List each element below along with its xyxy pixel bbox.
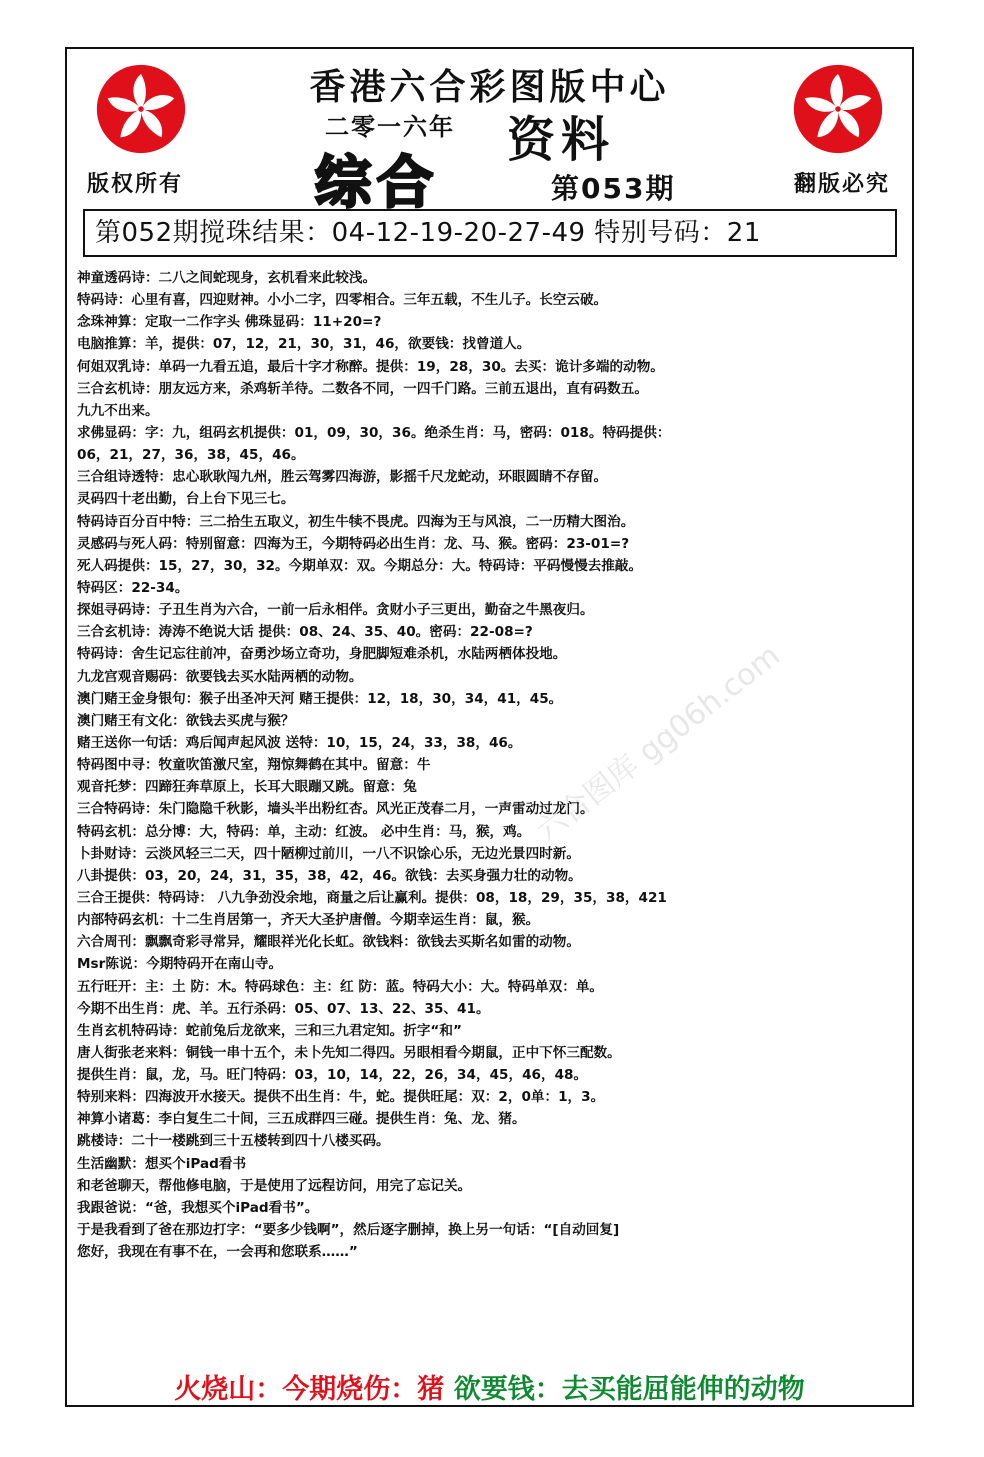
content-line: 澳门赌王有文化：欲钱去买虎与猴？ <box>77 712 295 729</box>
content-line: 特码诗：心里有喜，四迎财神。小小二字，四零相合。三年五载，不生儿子。长空云破。 <box>77 292 608 309</box>
content-line: 三合王提供：特码诗： 八九争劲没余地，商量之后让赢利。提供：08，18，29，35，38，421 <box>77 889 667 906</box>
footer-money-tip: 欲要钱：去买能屈能伸的动物 <box>453 1374 805 1405</box>
document-frame <box>65 47 914 1407</box>
content-line: 探姐寻码诗：子丑生肖为六合，一前一后永相伴。贪财小子三更出，勤奋之牛黑夜归。 <box>77 602 594 619</box>
content-line: 于是我看到了爸在那边打字：“要多少钱啊”，然后逐字删掉，换上另一句话：“[自动回复] <box>77 1222 620 1239</box>
watermark: 六合图库 gg06h.com <box>530 638 787 850</box>
content-lines <box>77 267 907 1263</box>
content-line: 提供生肖：鼠，龙，马。旺门特码：03，10，14，22，26，34，45，46，48。 <box>77 1067 588 1084</box>
content-line: 特别来料：四海波开水接天。提供不出生肖：牛，蛇。提供旺尾：双：2，0单：1，3。 <box>77 1089 605 1106</box>
content-line: 您好，我现在有事不在，一会再和您联系……” <box>77 1244 358 1261</box>
content-line: 三合特码诗：朱门隐隐千秋影，墙头半出粉红杏。风光正茂春二月，一声雷动过龙门。 <box>77 801 594 818</box>
content-line: 特码图中寻：牧童吹笛激尺室，翔惊舞鹤在其中。留意：牛 <box>77 757 431 774</box>
content-line: Msr陈说：今期特码开在南山寺。 <box>77 956 283 973</box>
content-line: 五行旺开：主：土 防：木。特码球色：主：红 防：蓝。特码大小：大。特码单双：单。 <box>77 978 604 995</box>
content-line: 三合玄机诗：朋友远方来，杀鸡斩羊待。二数各不同，一四千门路。三前五退出，直有码数五。 <box>77 380 648 397</box>
content-line: 特码玄机：总分博：大，特码：单，主动：红波。 必中生肖：马，猴，鸡。 <box>77 823 531 840</box>
content-line: 特码诗百分百中特：三二拾生五取义，初生牛犊不畏虎。四海为王与风浪，二一历精大图治。 <box>77 513 635 530</box>
content-line: 唐人街张老来料：铜钱一串十五个，未卜先知二得四。另眼相看今期鼠，正中下怀三配数。 <box>77 1044 621 1061</box>
ziliao-label: 资料 <box>507 112 616 168</box>
page-title: 香港六合彩图版中心 <box>309 66 670 108</box>
zonghe-label: 综合 <box>315 150 439 216</box>
content-line: 何姐双乳诗：单码一九看五追，最后十字才称醉。提供：19，28，30。去买：诡计多端的动物。 <box>77 358 664 375</box>
content-line: 我跟爸说：“爸，我想买个iPad看书”。 <box>77 1199 319 1216</box>
draw-results-box: 第052期搅珠结果：04-12-19-20-27-49 特别号码：21 <box>83 209 897 257</box>
content-line: 电脑推算：羊，提供：07，12，21，30，31，46，欲要钱：找曾道人。 <box>77 336 531 353</box>
issue-number: 第053期 <box>551 172 676 205</box>
content-line: 今期不出生肖：虎、羊。五行杀码：05、07、13、22、35、41。 <box>77 1000 490 1017</box>
content-line: 神算小诸葛：李白复生二十间，三五成群四三碰。提供生肖：兔、龙、猪。 <box>77 1111 526 1128</box>
content-line: 和老爸聊天，帮他修电脑，于是使用了远程访问，用完了忘记关。 <box>77 1177 472 1194</box>
content-line: 澳门赌王金身银句：猴子出圣冲天河 赌王提供：12，18，30，34，41，45。 <box>77 690 563 707</box>
content-line: 灵感码与死人码：特别留意：四海为王，今期特码必出生肖：龙、马、猴。密码：23-01=? <box>77 535 630 552</box>
footer-fire-mountain: 火烧山：今期烧伤：猪 <box>174 1374 445 1405</box>
content-line: 观音托梦：四蹄狂奔草原上，长耳大眼蹦又跳。留意：兔 <box>77 779 417 796</box>
content-line: 九龙宫观音赐码：欲要钱去买水陆两栖的动物。 <box>77 668 363 685</box>
content-line: 灵码四十老出勤，台上台下见三七。 <box>77 491 295 508</box>
content-line: 三合玄机诗：涛涛不绝说大话 提供：08、24、35、40。密码：22-08=? <box>77 624 533 641</box>
content-line: 特码区：22-34。 <box>77 579 189 596</box>
content-line: 06，21，27，36，38，45，46。 <box>77 447 305 464</box>
content-line: 生肖玄机特码诗：蛇前兔后龙欲来，三和三九君定知。折字“和” <box>77 1022 462 1039</box>
content-line: 念珠神算：定取一二作字头 佛珠显码：11+20=? <box>77 314 382 331</box>
content-line: 特码诗：舍生记忘往前冲，奋勇沙场立奇功，身肥脚短难杀机，水陆两栖体投地。 <box>77 646 567 663</box>
copyright-label: 版权所有 <box>87 172 184 197</box>
content-line: 神童透码诗：二八之间蛇现身，玄机看来此较浅。 <box>77 270 377 286</box>
content-line: 三合组诗透特：忠心耿耿闯九州，胜云驾雾四海游，影摇千尺龙蛇动，环眼圆睛不存留。 <box>77 469 608 486</box>
content-line: 九九不出来。 <box>77 402 159 419</box>
content-line: 死人码提供：15，27，30，32。今期单双：双。今期总分：大。特码诗：平码慢慢去推敲。 <box>77 557 643 574</box>
content-line: 六合周刊：飘飘奇彩寻常异，耀眼祥光化长虹。欲钱料：欲钱去买斯名如雷的动物。 <box>77 934 580 951</box>
year-label: 二零一六年 <box>325 113 455 141</box>
content-line: 赌王送你一句话：鸡后闻声起风波 送特：10，15，24，33，38，46。 <box>77 734 522 751</box>
content-line: 求佛显码：字：九，组码玄机提供：01，09，30，36。绝杀生肖：马，密码：018。特码提供： <box>77 424 671 441</box>
no-piracy-label: 翻版必究 <box>793 172 890 197</box>
header <box>67 49 912 216</box>
content-line: 卜卦财诗：云淡风轻三二天，四十陋柳过前川，一八不识馀心乐，无边光景四时新。 <box>77 845 580 862</box>
footer <box>67 1367 912 1406</box>
content-line: 跳楼诗：二十一楼跳到三十五楼转到四十八楼买码。 <box>77 1133 390 1150</box>
content-line: 八卦提供：03，20，24，31，35，38，42，46。欲钱：去买身强力壮的动物。 <box>77 867 582 884</box>
content-line: 生活幽默：想买个iPad看书 <box>77 1155 247 1172</box>
content-line: 内部特码玄机：十二生肖居第一，齐天大圣护唐僧。今期幸运生肖：鼠，猴。 <box>77 912 540 929</box>
